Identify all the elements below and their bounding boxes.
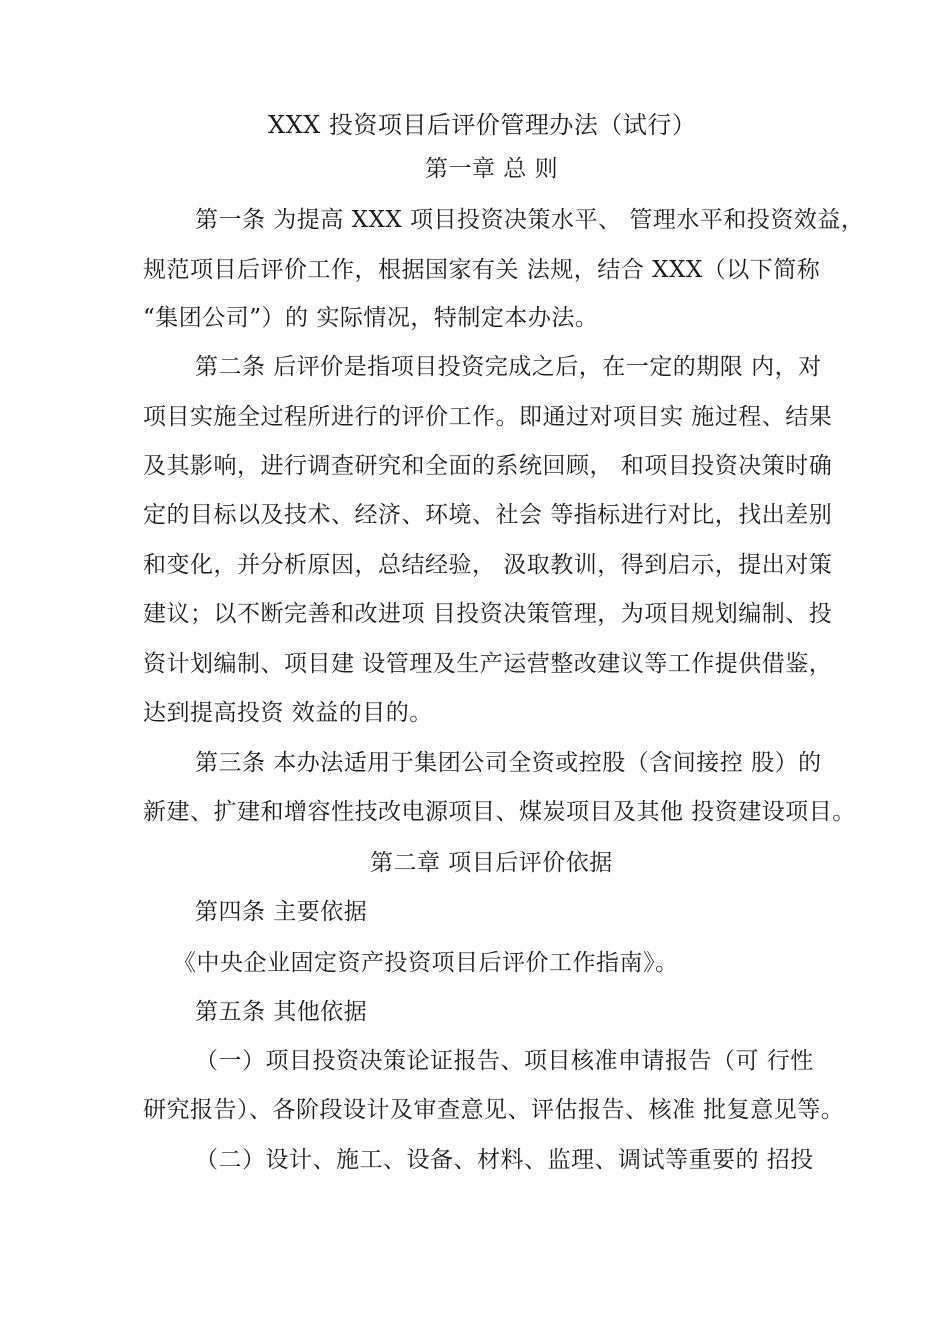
article-5-item-2-line: （二）设计、施工、设备、材料、监理、调试等重要的 招投 — [195, 1147, 814, 1173]
article-2-line: 项目实施全过程所进行的评价工作。即通过对项目实 施过程、结果 — [143, 404, 833, 430]
article-2-line: 定的目标以及技术、经济、环境、社会 等指标进行对比，找出差别 — [143, 502, 833, 528]
article-2-line: 建议；以不断完善和改进项 目投资决策管理，为项目规划编制、投 — [143, 601, 833, 627]
article-5-item-1-line: 研究报告）、各阶段设计及审查意见、评估报告、核准 批复意见等。 — [143, 1097, 845, 1123]
article-1-line: “集团公司”）的 实际情况，特制定本办法。 — [143, 305, 599, 331]
article-2-line: 资计划编制、项目建 设管理及生产运营整改建议等工作提供借鉴， — [143, 651, 833, 677]
article-5-heading: 第五条 其他依据 — [195, 999, 368, 1025]
article-3-line: 新建、扩建和增容性技改电源项目、煤炭项目及其他 投资建设项目。 — [143, 799, 856, 825]
document-title: XXX 投资项目后评价管理办法（试行） — [268, 111, 697, 139]
chapter-heading: 第二章 项目后评价依据 — [370, 850, 613, 876]
article-1-line: 第一条 为提高 XXX 项目投资决策水平、 管理水平和投资效益， — [195, 207, 865, 233]
article-2-line: 第二条 后评价是指项目投资完成之后，在一定的期限 内，对 — [195, 354, 822, 380]
article-2-line: 和变化，并分析原因，总结经验， 汲取教训，得到启示，提出对策 — [143, 552, 833, 578]
article-5-item-1-line: （一）项目投资决策论证报告、项目核准申请报告（可 行性 — [195, 1048, 814, 1074]
article-4-heading: 第四条 主要依据 — [195, 899, 368, 925]
article-4-item: 《中央企业固定资产投资项目后评价工作指南》。 — [173, 950, 679, 976]
article-1-line: 规范项目后评价工作，根据国家有关 法规，结合 XXX（以下简称 — [143, 257, 821, 283]
article-3-line: 第三条 本办法适用于集团公司全资或控股（含间接控 股）的 — [195, 750, 822, 776]
article-2-line: 及其影响，进行调查研究和全面的系统回顾， 和项目投资决策时确 — [143, 453, 833, 479]
chapter-heading: 第一章 总 则 — [425, 156, 559, 182]
article-2-line: 达到提高投资 效益的目的。 — [143, 700, 433, 726]
